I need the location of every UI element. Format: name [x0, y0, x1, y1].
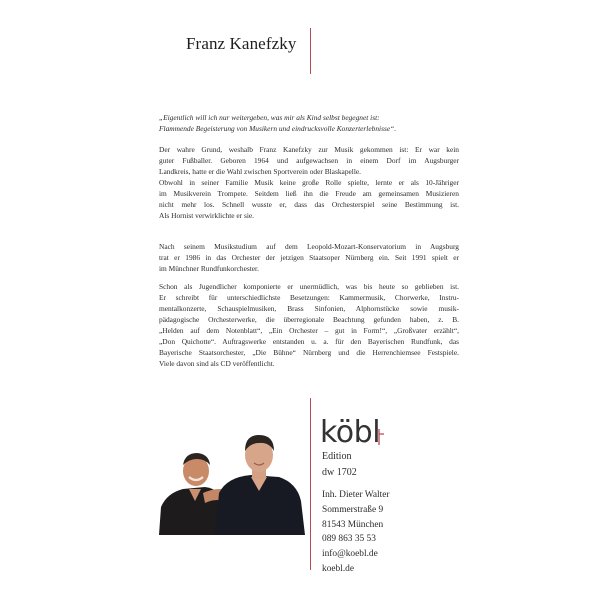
text-line: trat er 1986 in das Orchester der jetzigen Staatsoper Nürnberg ein. Seit 1991 spielt er — [159, 253, 459, 262]
edition-label: Edition — [322, 451, 352, 462]
text-line: Der wahre Grund, weshalb Franz Kanefzky zur Musik gekommen ist: Er war kein — [159, 145, 459, 154]
text-line: mentalkonzerte, Schauspielmusiken, Brass Sinfonien, Alphornstücke sowie musik- — [159, 304, 459, 313]
biography-paragraph-2 — [159, 241, 459, 274]
accent-divider-top — [310, 28, 311, 74]
text-line: im Musikverein Trompete. Seitdem ließ ihn die Freude am gemeinsamen Musizieren — [159, 189, 459, 198]
phone-line: 089 863 35 53 — [322, 534, 376, 545]
text-line: im Münchner Rundfunkorchester. — [159, 264, 259, 273]
biography-paragraph-1 — [159, 144, 459, 221]
text-line: Als Hornist verwirklichte er sie. — [159, 211, 255, 220]
city-line: 81543 München — [322, 519, 384, 530]
accent-divider-bottom — [310, 398, 311, 570]
text-line: pädagogische Orchesterwerke, die überregionale Beachtung gefunden haben, z. B. — [159, 315, 459, 324]
publisher-address — [322, 488, 390, 577]
biography-paragraph-3 — [159, 281, 459, 369]
person-right — [215, 435, 305, 535]
text-line: Er schreibt für unterschiedlichste Besetzungen: Kammermusik, Chorwerke, Instru- — [159, 293, 459, 302]
catalog-number: dw 1702 — [322, 467, 357, 478]
text-line: Nach seinem Musikstudium auf dem Leopold-Mozart-Konservatorium in Augsburg — [159, 242, 459, 251]
text-line: Viele davon sind als CD veröffentlicht. — [159, 359, 275, 368]
text-line: Bayerische Staatsorchester, „Die Bühne“ Nürnberg und die Herrenchiemsee Festspiele. — [159, 348, 459, 357]
street-line: Sommerstraße 9 — [322, 504, 384, 515]
text-line: „Don Quichotte“. Auftragswerke entstanden u. a. für den Bayerischen Rundfunk, das — [159, 337, 459, 346]
quote-line: „Eigentlich will ich nur weitergeben, was mir als Kind selbst begegnet ist: — [159, 113, 380, 122]
page-title: Franz Kanefzky — [186, 34, 297, 53]
text-line: Obwohl in seiner Familie Musik keine große Rolle spielte, lernte er als 10-Jähriger — [159, 178, 459, 187]
text-line: Schon als Jugendlicher komponierte er unermüdlich, was bis heute so geblieben ist. — [159, 282, 459, 291]
text-line: nicht mehr los. Schnell wusste er, dass das Orchesterspiel seine Bestimmung ist. — [159, 200, 459, 209]
composer-photo — [159, 423, 305, 535]
intro-quote — [159, 113, 459, 134]
website-line: koebl.de — [322, 563, 355, 574]
owner-line: Inh. Dieter Walter — [322, 490, 390, 500]
text-line: „Helden auf dem Notenblatt“, „Ein Orchester – gut in Form!“, „Großvater erzählt“, — [159, 326, 459, 335]
koebl-logo: köbl — [320, 415, 381, 450]
text-line: Landkreis, hatte er die Wahl zwischen Sportverein oder Blaskapelle. — [159, 167, 362, 176]
logo-mark-icon — [378, 427, 386, 447]
email-line: info@koebl.de — [322, 549, 378, 560]
quote-line: Flammende Begeisterung von Musikern und eindrucksvolle Konzerterlebnisse“. — [159, 123, 397, 133]
text-line: guter Fußballer. Geboren 1964 und aufgewachsen in einem Dorf im Augsburger — [159, 156, 459, 165]
